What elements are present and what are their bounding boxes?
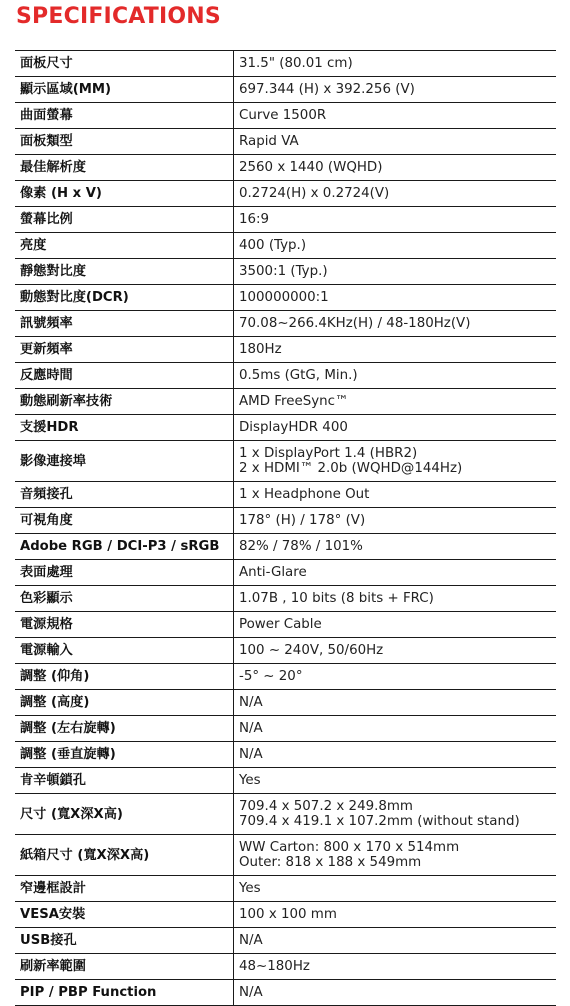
spec-value-line: 1.07B , 10 bits (8 bits + FRC) bbox=[239, 591, 434, 606]
spec-row bbox=[15, 181, 556, 207]
spec-label: 更新頻率 bbox=[15, 337, 234, 363]
spec-row bbox=[15, 638, 556, 664]
spec-row bbox=[15, 835, 556, 876]
page-title: SPECIFICATIONS bbox=[16, 4, 221, 29]
spec-label: 尺寸 (寬X深X高) bbox=[15, 794, 234, 835]
spec-label: 電源規格 bbox=[15, 612, 234, 638]
spec-label: 面板尺寸 bbox=[15, 51, 234, 77]
spec-value bbox=[234, 103, 557, 129]
spec-value bbox=[234, 928, 557, 954]
spec-label: 顯示區域(MM) bbox=[15, 77, 234, 103]
spec-value-line: 16:9 bbox=[239, 212, 270, 227]
spec-value bbox=[234, 954, 557, 980]
spec-row bbox=[15, 311, 556, 337]
spec-row bbox=[15, 441, 556, 482]
spec-value-line: N/A bbox=[239, 721, 263, 736]
spec-label: 曲面螢幕 bbox=[15, 103, 234, 129]
spec-label: 靜態對比度 bbox=[15, 259, 234, 285]
spec-label: 影像連接埠 bbox=[15, 441, 234, 482]
spec-value-line: Yes bbox=[239, 773, 261, 788]
spec-row bbox=[15, 129, 556, 155]
spec-value bbox=[234, 902, 557, 928]
spec-value bbox=[234, 742, 557, 768]
spec-value-line: 1 x DisplayPort 1.4 (HBR2) bbox=[239, 446, 418, 461]
spec-value bbox=[234, 586, 557, 612]
spec-value bbox=[234, 835, 557, 876]
spec-value-line: Anti-Glare bbox=[239, 565, 307, 580]
spec-value-line: 0.2724(H) x 0.2724(V) bbox=[239, 186, 390, 201]
spec-row bbox=[15, 77, 556, 103]
spec-value-line: Curve 1500R bbox=[239, 108, 327, 123]
spec-row bbox=[15, 233, 556, 259]
spec-row bbox=[15, 259, 556, 285]
spec-value-line: 709.4 x 419.1 x 107.2mm (without stand) bbox=[239, 814, 520, 829]
spec-row bbox=[15, 337, 556, 363]
spec-value-line: 31.5" (80.01 cm) bbox=[239, 56, 353, 71]
spec-value-line: WW Carton: 800 x 170 x 514mm bbox=[239, 840, 460, 855]
spec-value bbox=[234, 768, 557, 794]
spec-row bbox=[15, 902, 556, 928]
spec-value bbox=[234, 534, 557, 560]
spec-value-line: 100 ~ 240V, 50/60Hz bbox=[239, 643, 384, 658]
spec-row bbox=[15, 768, 556, 794]
specifications-table-body bbox=[15, 51, 556, 1006]
spec-value bbox=[234, 690, 557, 716]
spec-row bbox=[15, 742, 556, 768]
spec-value bbox=[234, 980, 557, 1006]
spec-value-line: 0.5ms (GtG, Min.) bbox=[239, 368, 358, 383]
spec-label: 色彩顯示 bbox=[15, 586, 234, 612]
spec-value bbox=[234, 337, 557, 363]
spec-row bbox=[15, 876, 556, 902]
spec-value bbox=[234, 51, 557, 77]
spec-label: 電源輸入 bbox=[15, 638, 234, 664]
spec-label: 訊號頻率 bbox=[15, 311, 234, 337]
spec-value-line: Power Cable bbox=[239, 617, 322, 632]
spec-label: 最佳解析度 bbox=[15, 155, 234, 181]
spec-value bbox=[234, 441, 557, 482]
spec-value-line: N/A bbox=[239, 985, 263, 1000]
spec-row bbox=[15, 954, 556, 980]
spec-value bbox=[234, 560, 557, 586]
spec-value-line: 2 x HDMI™ 2.0b (WQHD@144Hz) bbox=[239, 461, 463, 476]
spec-value bbox=[234, 638, 557, 664]
spec-value bbox=[234, 415, 557, 441]
spec-row bbox=[15, 534, 556, 560]
spec-row bbox=[15, 207, 556, 233]
spec-value-line: 82% / 78% / 101% bbox=[239, 539, 363, 554]
spec-value-line: Yes bbox=[239, 881, 261, 896]
spec-value-line: 100000000:1 bbox=[239, 290, 329, 305]
spec-value-line: N/A bbox=[239, 695, 263, 710]
specifications-table bbox=[15, 50, 556, 1006]
spec-label: 調整 (高度) bbox=[15, 690, 234, 716]
spec-value-line: 709.4 x 507.2 x 249.8mm bbox=[239, 799, 413, 814]
spec-row bbox=[15, 508, 556, 534]
spec-label: PIP / PBP Function bbox=[15, 980, 234, 1006]
spec-label: 動態刷新率技術 bbox=[15, 389, 234, 415]
spec-value bbox=[234, 716, 557, 742]
spec-value bbox=[234, 259, 557, 285]
spec-label: 調整 (左右旋轉) bbox=[15, 716, 234, 742]
spec-row bbox=[15, 690, 556, 716]
spec-value-line: 3500:1 (Typ.) bbox=[239, 264, 328, 279]
spec-value-line: DisplayHDR 400 bbox=[239, 420, 348, 435]
spec-row bbox=[15, 612, 556, 638]
spec-value-line: 70.08~266.4KHz(H) / 48-180Hz(V) bbox=[239, 316, 471, 331]
spec-label: 調整 (垂直旋轉) bbox=[15, 742, 234, 768]
spec-label: 表面處理 bbox=[15, 560, 234, 586]
spec-value-line: N/A bbox=[239, 933, 263, 948]
spec-value bbox=[234, 77, 557, 103]
spec-value-line: 100 x 100 mm bbox=[239, 907, 337, 922]
spec-value bbox=[234, 508, 557, 534]
spec-label: 音頻接孔 bbox=[15, 482, 234, 508]
spec-row bbox=[15, 51, 556, 77]
spec-label: 反應時間 bbox=[15, 363, 234, 389]
spec-row bbox=[15, 155, 556, 181]
spec-label: 像素 (H x V) bbox=[15, 181, 234, 207]
spec-value-line: AMD FreeSync™ bbox=[239, 394, 349, 409]
spec-label: USB接孔 bbox=[15, 928, 234, 954]
spec-value bbox=[234, 181, 557, 207]
spec-row bbox=[15, 980, 556, 1006]
spec-value bbox=[234, 207, 557, 233]
spec-row bbox=[15, 794, 556, 835]
spec-value bbox=[234, 285, 557, 311]
spec-value bbox=[234, 363, 557, 389]
spec-value-line: 178° (H) / 178° (V) bbox=[239, 513, 366, 528]
spec-label: 動態對比度(DCR) bbox=[15, 285, 234, 311]
spec-value-line: Outer: 818 x 188 x 549mm bbox=[239, 855, 422, 870]
spec-label: VESA安裝 bbox=[15, 902, 234, 928]
spec-label: Adobe RGB / DCI-P3 / sRGB bbox=[15, 534, 234, 560]
spec-value-line: N/A bbox=[239, 747, 263, 762]
spec-row bbox=[15, 928, 556, 954]
spec-row bbox=[15, 664, 556, 690]
spec-value bbox=[234, 155, 557, 181]
spec-label: 可視角度 bbox=[15, 508, 234, 534]
spec-value bbox=[234, 233, 557, 259]
spec-value bbox=[234, 389, 557, 415]
spec-label: 亮度 bbox=[15, 233, 234, 259]
spec-value-line: 400 (Typ.) bbox=[239, 238, 307, 253]
spec-label: 調整 (仰角) bbox=[15, 664, 234, 690]
spec-value-line: -5° ~ 20° bbox=[239, 669, 303, 684]
spec-value bbox=[234, 311, 557, 337]
spec-value-line: 180Hz bbox=[239, 342, 282, 357]
spec-value bbox=[234, 664, 557, 690]
spec-row bbox=[15, 482, 556, 508]
spec-row bbox=[15, 415, 556, 441]
spec-label: 支援HDR bbox=[15, 415, 234, 441]
spec-value-line: 1 x Headphone Out bbox=[239, 487, 370, 502]
spec-label: 肯辛頓鎖孔 bbox=[15, 768, 234, 794]
spec-value bbox=[234, 129, 557, 155]
spec-value bbox=[234, 612, 557, 638]
spec-label: 窄邊框設計 bbox=[15, 876, 234, 902]
spec-value-line: Rapid VA bbox=[239, 134, 299, 149]
spec-value-line: 2560 x 1440 (WQHD) bbox=[239, 160, 383, 175]
spec-row bbox=[15, 285, 556, 311]
spec-label: 面板類型 bbox=[15, 129, 234, 155]
spec-value-line: 697.344 (H) x 392.256 (V) bbox=[239, 82, 415, 97]
spec-label: 紙箱尺寸 (寬X深X高) bbox=[15, 835, 234, 876]
spec-row bbox=[15, 586, 556, 612]
spec-label: 螢幕比例 bbox=[15, 207, 234, 233]
spec-row bbox=[15, 389, 556, 415]
spec-value bbox=[234, 876, 557, 902]
spec-row bbox=[15, 363, 556, 389]
spec-value-line: 48~180Hz bbox=[239, 959, 310, 974]
spec-value bbox=[234, 794, 557, 835]
spec-row bbox=[15, 716, 556, 742]
spec-row bbox=[15, 103, 556, 129]
spec-label: 刷新率範圍 bbox=[15, 954, 234, 980]
spec-value bbox=[234, 482, 557, 508]
spec-row bbox=[15, 560, 556, 586]
